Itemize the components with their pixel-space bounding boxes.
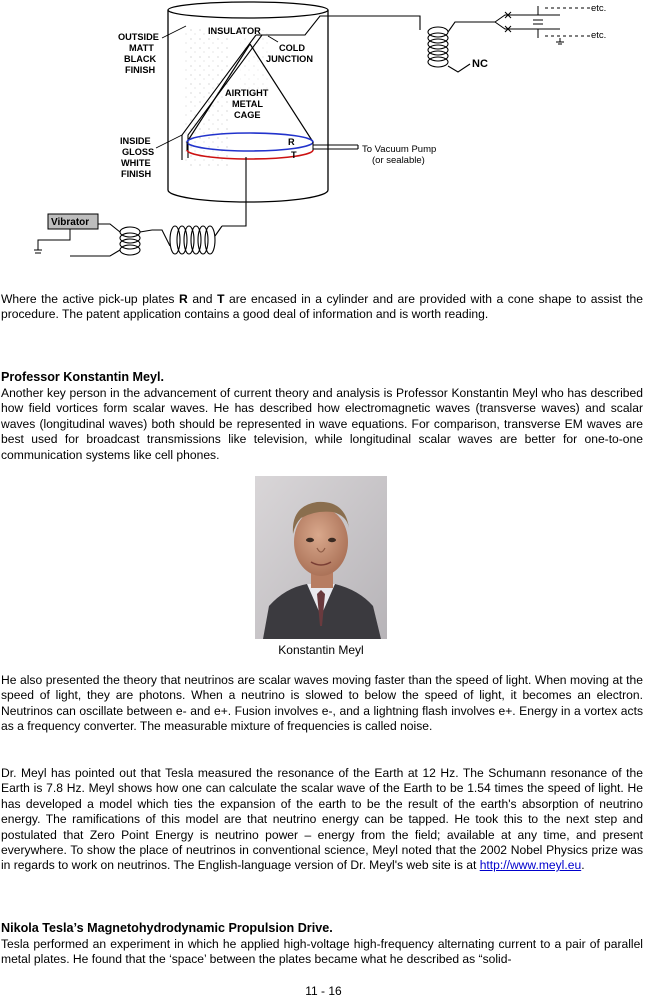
label-etc: etc.	[591, 30, 607, 41]
plate-r-mention: R	[179, 292, 188, 306]
tesla-heading: Nikola Tesla’s Magnetohydrodynamic Propulsion Drive.	[1, 921, 333, 935]
label-vacuum: (or sealable)	[372, 155, 425, 166]
label-insulator: INSULATOR	[208, 26, 261, 36]
label-outside: MATT	[129, 43, 154, 53]
label-vibrator: Vibrator	[51, 217, 90, 228]
label-outside: BLACK	[124, 54, 157, 64]
label-cage: CAGE	[234, 110, 261, 120]
meyl-website-link[interactable]: http://www.meyl.eu	[479, 858, 582, 873]
lead-wire	[222, 157, 246, 226]
intro-paragraph	[1, 292, 643, 323]
portrait-image	[255, 476, 387, 639]
label-cold-junction: COLD	[279, 43, 306, 53]
meyl-paragraph-3	[1, 766, 643, 874]
label-plate-t: T	[291, 150, 297, 160]
meyl-paragraph-2: He also presented the theory that neutrinos are scalar waves moving faster than the speed of light. When moving at the speed of light, they are photons. When a neutrino is slowed to below the speed of light, it becomes an electron. Neutrinos can oscillate between e- and e+. Fusion involves e-, and a lightning flash involves e+. Energy in a vortex acts as a frequency converter. The measurable mixture of frequencies is called noise.	[1, 673, 643, 734]
text-fragment: Where the active pick-up plates	[1, 292, 180, 306]
text-fragment: are encased in a cylinder and are provided with a cone shape to assist the procedure. The patent application contains a good deal of information and is worth reading.	[1, 292, 643, 322]
cylinder-apparatus-diagram	[0, 0, 647, 270]
vacuum-pipe	[313, 145, 358, 149]
label-cage: METAL	[232, 99, 263, 109]
label-cage: AIRTIGHT	[225, 88, 269, 98]
cold-junction-wire	[262, 16, 420, 35]
label-inside: GLOSS	[122, 147, 155, 157]
meyl-heading: Professor Konstantin Meyl.	[1, 370, 165, 384]
label-nc: NC	[472, 58, 488, 70]
meyl-portrait	[255, 476, 387, 639]
meyl-paragraph-1: Another key person in the advancement of current theory and analysis is Professor Konstantin Meyl who has described how field vortices form scalar waves. He has described how electromagnetic waves (transverse waves) and scalar waves (longitudinal waves) both should be represented in wave equations. For comparison, transverse EM waves are best used for broadcast transmissions like television, while longitudinal scalar waves are better for one-to-one communication systems like cell phones.	[1, 386, 643, 462]
label-outside: OUTSIDE	[118, 32, 159, 42]
tesla-paragraph: Tesla performed an experiment in which he applied high-voltage high-frequency alternating current to a pair of parallel metal plates. He found that the ‘space’ between the plates became what he described as “solid-	[1, 937, 643, 967]
text-fragment: Dr. Meyl has pointed out that Tesla measured the resonance of the Earth at 12 Hz. The Schumann resonance of the Earth is 7.8 Hz. Meyl shows how one can calculate the scalar wave of the Earth to be 1.54 times the speed of light. He has developed a model which ties the expansion of the earth to be the result of the earth's absorption of neutrino energy. The ramifications of this model are that neutrino energy can be tapped. He took this to the next step and postulated that Zero Point Energy is neutrino power – energy from the field; available at any time, and present everywhere. To show the place of neutrinos in conventional science, Meyl noted that the 2002 Nobel Physics prize was in regards to work on neutrinos. The English-language version of Dr. Meyl's web site is at	[1, 766, 643, 873]
label-plate-r: R	[288, 137, 295, 147]
power-plug-icon	[34, 229, 70, 253]
page-number: 11 - 16	[305, 984, 342, 998]
inside-leader	[156, 135, 182, 148]
text-fragment: .	[581, 858, 585, 873]
portrait-caption: Konstantin Meyl	[278, 643, 364, 657]
outside-leader	[162, 26, 186, 38]
plate-t-mention: T	[217, 292, 225, 306]
capacitor-network	[495, 6, 590, 44]
label-cold-junction: JUNCTION	[266, 54, 313, 64]
text-fragment: and	[187, 292, 218, 306]
label-outside: FINISH	[125, 65, 156, 75]
label-inside: INSIDE	[120, 136, 151, 146]
label-inside: WHITE	[121, 158, 151, 168]
label-etc: etc.	[591, 3, 607, 14]
label-inside: FINISH	[121, 169, 152, 179]
label-vacuum: To Vacuum Pump	[362, 144, 437, 155]
